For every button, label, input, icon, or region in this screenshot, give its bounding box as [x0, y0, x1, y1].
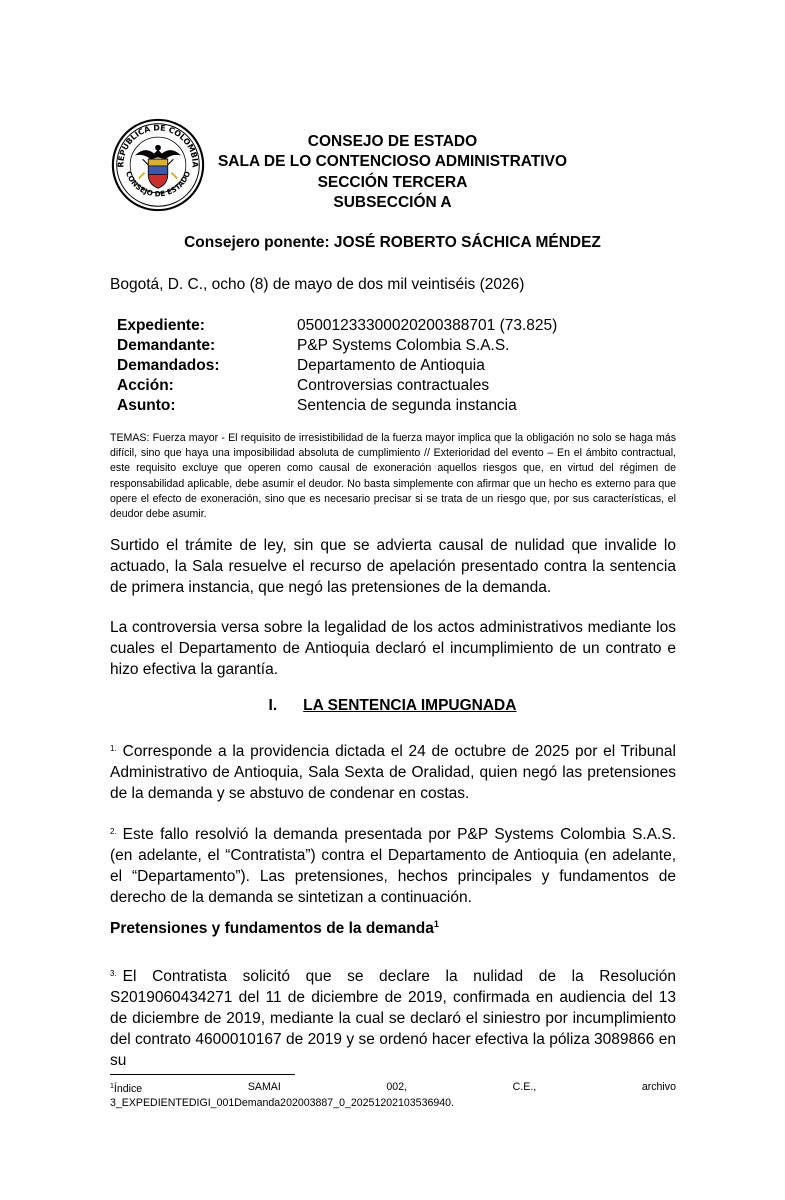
meta-label: Demandados: [117, 357, 220, 374]
intro-paragraph-2: La controversia versa sobre la legalidad de los actos administrativos mediante los cuales el Departamento de Antioquia declaró el incumplimiento de un contrato e hizo efectiva la garantía. [110, 619, 676, 678]
paragraph-text: El Contratista solicitó que se declare la nulidad de la Resolución S2019060434271 del 11 de diciembre de 2019, confirmada en audiencia del 13 de diciembre de 2019, mediante la cual se declaró el siniestro por incumplimiento del contrato 4600010167 de 2019 y se ordenó hacer efectiva la póliza 3089866 en su [110, 968, 676, 1069]
header-line-2: SALA DE LO CONTENCIOSO ADMINISTRATIVO [217, 153, 568, 170]
subheading [110, 919, 439, 938]
subheading-text: Pretensiones y fundamentos de la demanda [110, 920, 434, 937]
paragraph-text: Este fallo resolvió la demanda presentada por P&P Systems Colombia S.A.S. (en adelante, el “Contratista”) contra el Departamento de Antioquia (en adelante, el “Departamento”). Las pretensiones, hechos principales y fundamentos de derecho de la demanda se sintetizan a continuación. [110, 826, 676, 906]
numbered-paragraph [110, 738, 676, 804]
footnote-word: 002, [386, 1081, 408, 1093]
meta-label: Asunto: [117, 397, 176, 414]
paragraph-number: 3. [110, 969, 117, 978]
footnote-line-2: 3_EXPEDIENTEDIGI_001Demanda202003887_0_20251202103536940. [110, 1097, 454, 1109]
consejo-de-estado-seal [110, 117, 206, 213]
consejero-ponente: Consejero ponente: JOSÉ ROBERTO SÁCHICA MÉNDEZ [184, 234, 601, 251]
svg-text:CONSEJO DE ESTADO: CONSEJO DE ESTADO [123, 169, 193, 199]
section-title: LA SENTENCIA IMPUGNADA [303, 697, 517, 714]
footnote-divider [110, 1074, 295, 1075]
numbered-paragraph [110, 821, 676, 908]
meta-row [117, 356, 557, 376]
paragraph-number: 1. [110, 744, 117, 753]
footnote-ref[interactable]: 1 [433, 919, 439, 929]
meta-value: Controversias contractuales [297, 377, 490, 394]
case-metadata [117, 316, 557, 416]
numbered-paragraph [110, 963, 676, 1071]
meta-label: Expediente: [117, 317, 205, 334]
header-line-3: SECCIÓN TERCERA [317, 174, 468, 191]
footnote-mark: 1 [110, 1083, 114, 1090]
meta-row [117, 376, 557, 396]
fecha: Bogotá, D. C., ocho (8) de mayo de dos mil veintiséis (2026) [110, 276, 525, 293]
meta-label: Demandante: [117, 337, 216, 354]
footnote-word: SAMAI [247, 1081, 281, 1093]
intro-paragraph-1: Surtido el trámite de ley, sin que se advierta causal de nulidad que invalide lo actuado, la Sala resuelve el recurso de apelación presentado contra la sentencia de primera instancia, que negó las pretensiones de la demanda. [110, 537, 676, 596]
footnote-word: archivo [641, 1081, 676, 1093]
meta-row [117, 396, 557, 416]
header-line-1: CONSEJO DE ESTADO [307, 133, 478, 150]
footnote-word: $^1$Índice [110, 1083, 143, 1095]
meta-row [117, 336, 557, 356]
meta-value: Departamento de Antioquia [297, 357, 485, 374]
svg-text:REPÚBLICA DE COLOMBIA: REPÚBLICA DE COLOMBIA [116, 123, 200, 168]
footnote-word: C.E., [512, 1081, 537, 1093]
meta-value: P&P Systems Colombia S.A.S. [297, 337, 510, 354]
footnote [110, 1080, 676, 1110]
section-heading [0, 697, 785, 715]
paragraph-number: 2. [110, 827, 117, 836]
footnote-line-1 [110, 1080, 676, 1096]
header-line-4: SUBSECCIÓN A [333, 194, 452, 211]
section-numeral: I. [268, 697, 278, 714]
meta-label: Acción: [117, 377, 174, 394]
temas-summary: TEMAS: Fuerza mayor - El requisito de irresistibilidad de la fuerza mayor implica que la obligación no solo se haga más difícil, sino que haya una imposibilidad absoluta de cumplimiento // Exterioridad del evento – En el ámbito contractual, este requisito excluye que operen como causal de exoneración aquellos riesgos que, en virtud del régimen de responsabilidad aplicable, debe asumir el deudor. No basta simplemente con afirmar que un hecho es externo para que opere el efecto de exoneración, sino que es necesario precisar si se trata de un riesgo que, por sus características, el deudor debe asumir. [110, 432, 676, 521]
meta-value: Sentencia de segunda instancia [297, 397, 517, 414]
meta-value: 05001233300020200388701 (73.825) [297, 317, 558, 334]
paragraph-text: Corresponde a la providencia dictada el 24 de octubre de 2025 por el Tribunal Administrativo de Antioquia, Sala Sexta de Oralidad, quien negó las pretensiones de la demanda y se abstuvo de condenar en costas. [110, 743, 676, 802]
meta-row [117, 316, 557, 336]
